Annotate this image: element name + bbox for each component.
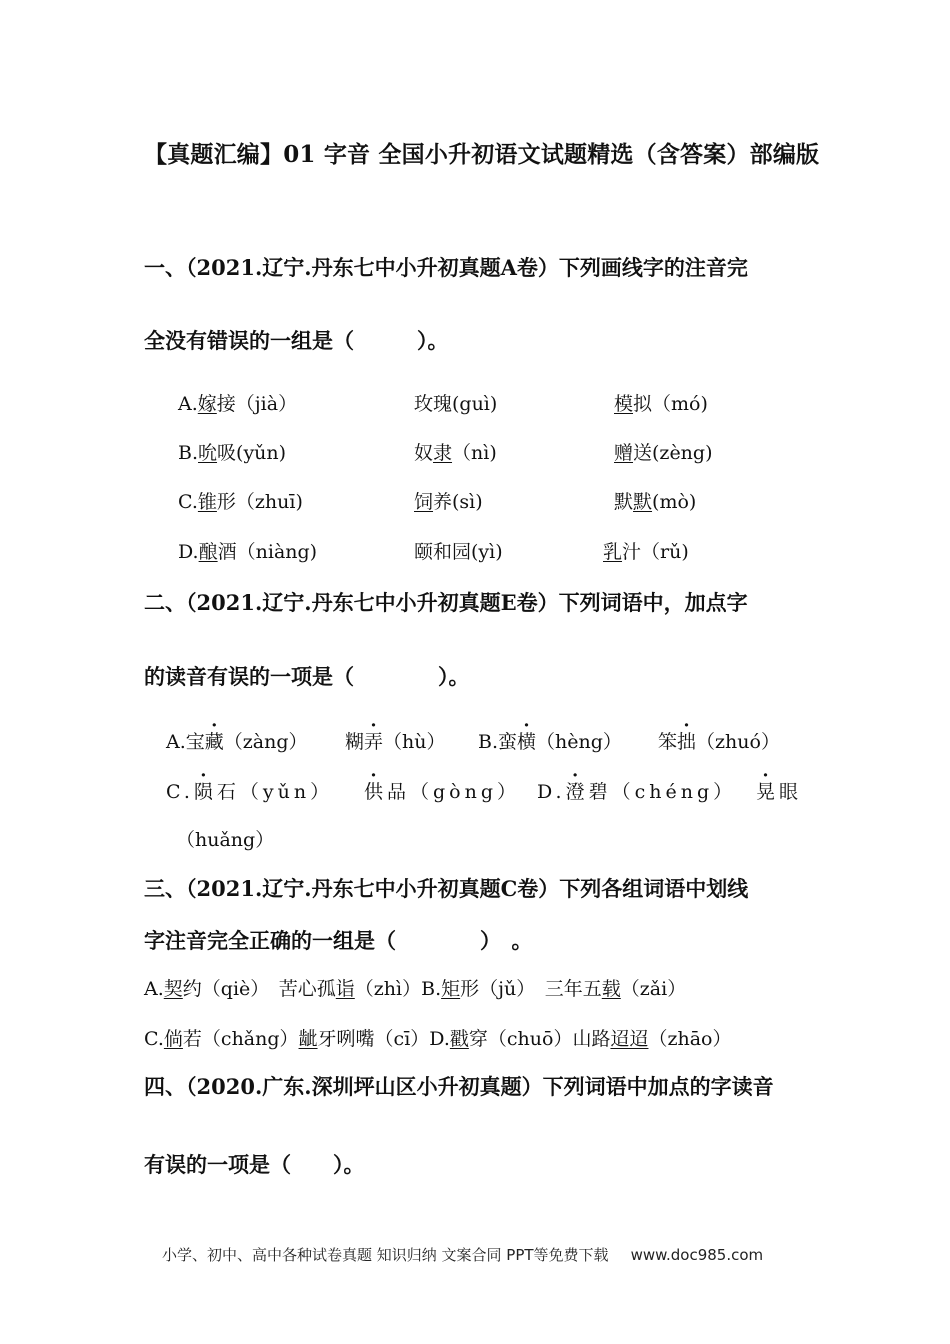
- footer-site-link[interactable]: www.doc985.com: [630, 1246, 764, 1264]
- q4-stem-line1: 四、（2020.广东.深圳坪山区小升初真题）下列词语中加点的字读音: [144, 1074, 774, 1099]
- q1-option-b-word1: B.吮吸(yǔn): [178, 442, 287, 464]
- q2-option-c-word2: 供品（gòng）: [364, 781, 521, 803]
- q1-stem-line2: 全没有错误的一组是（ ）。: [144, 328, 449, 353]
- q2-option-b-word2: 笨拙（zhuó）: [658, 731, 780, 753]
- q1-option-d-word3: 乳汁（rǔ): [603, 541, 689, 563]
- page-footer: [162, 1244, 763, 1265]
- q3-stem-line2: 字注音完全正确的一组是（ ） 。: [144, 928, 533, 953]
- q2-option-d-word1: D.澄碧（chéng）: [537, 781, 737, 803]
- q2-option-d-pinyin: （huǎng）: [176, 829, 275, 851]
- q2-option-b-word1: B.蛮横（hèng）: [478, 731, 622, 753]
- q3-options-cd: C.倘若（chǎng）龇牙咧嘴（cī）D.戳穿（chuō）山路迢迢（zhāo）: [144, 1028, 732, 1050]
- q1-option-b-word3: 赠送(zèng): [614, 442, 713, 464]
- q1-option-b-word2: 奴隶（nì): [414, 442, 497, 464]
- q3-options-ab: A.契约（qiè） 苦心孤诣（zhì）B.矩形（jǔ） 三年五载（zǎi）: [144, 978, 687, 1000]
- q1-option-c-word1: C.锥形（zhuī): [178, 491, 303, 513]
- q1-option-c-word3: 默默(mò): [614, 491, 697, 513]
- q1-option-a-word3: 模拟（mó): [614, 393, 708, 415]
- page-title: 【真题汇编】01 字音 全国小升初语文试题精选（含答案）部编版: [144, 141, 820, 168]
- q2-stem-line2: 的读音有误的一项是（ ）。: [144, 664, 470, 689]
- q4-stem-line2: 有误的一项是（ ）。: [144, 1152, 365, 1177]
- q2-option-d-word2: 晃眼: [756, 781, 803, 803]
- q2-stem-line1: 二、（2021.辽宁.丹东七中小升初真题E卷）下列词语中，加点字: [144, 590, 748, 615]
- q1-option-d-word1: D.酿酒（niàng): [178, 541, 318, 563]
- q1-option-d-word2: 颐和园(yì): [414, 541, 503, 563]
- q1-option-c-word2: 饲养(sì): [414, 491, 483, 513]
- q1-option-a-word2: 玫瑰(guì): [414, 393, 498, 415]
- q3-stem-line1: 三、（2021.辽宁.丹东七中小升初真题C卷）下列各组词语中划线: [144, 876, 749, 901]
- q1-option-a-word1: A.嫁接（jià）: [178, 393, 298, 415]
- q2-option-c-word1: C.陨石（yǔn）: [166, 781, 334, 803]
- q2-option-a-word1: A.宝藏（zàng）: [166, 731, 308, 753]
- footer-text: 小学、初中、高中各种试卷真题 知识归纳 文案合同 PPT等免费下载: [162, 1246, 609, 1264]
- q2-option-a-word2: 糊弄（hù）: [345, 731, 446, 753]
- q1-stem-line1: 一、（2021.辽宁.丹东七中小升初真题A卷）下列画线字的注音完: [144, 255, 748, 280]
